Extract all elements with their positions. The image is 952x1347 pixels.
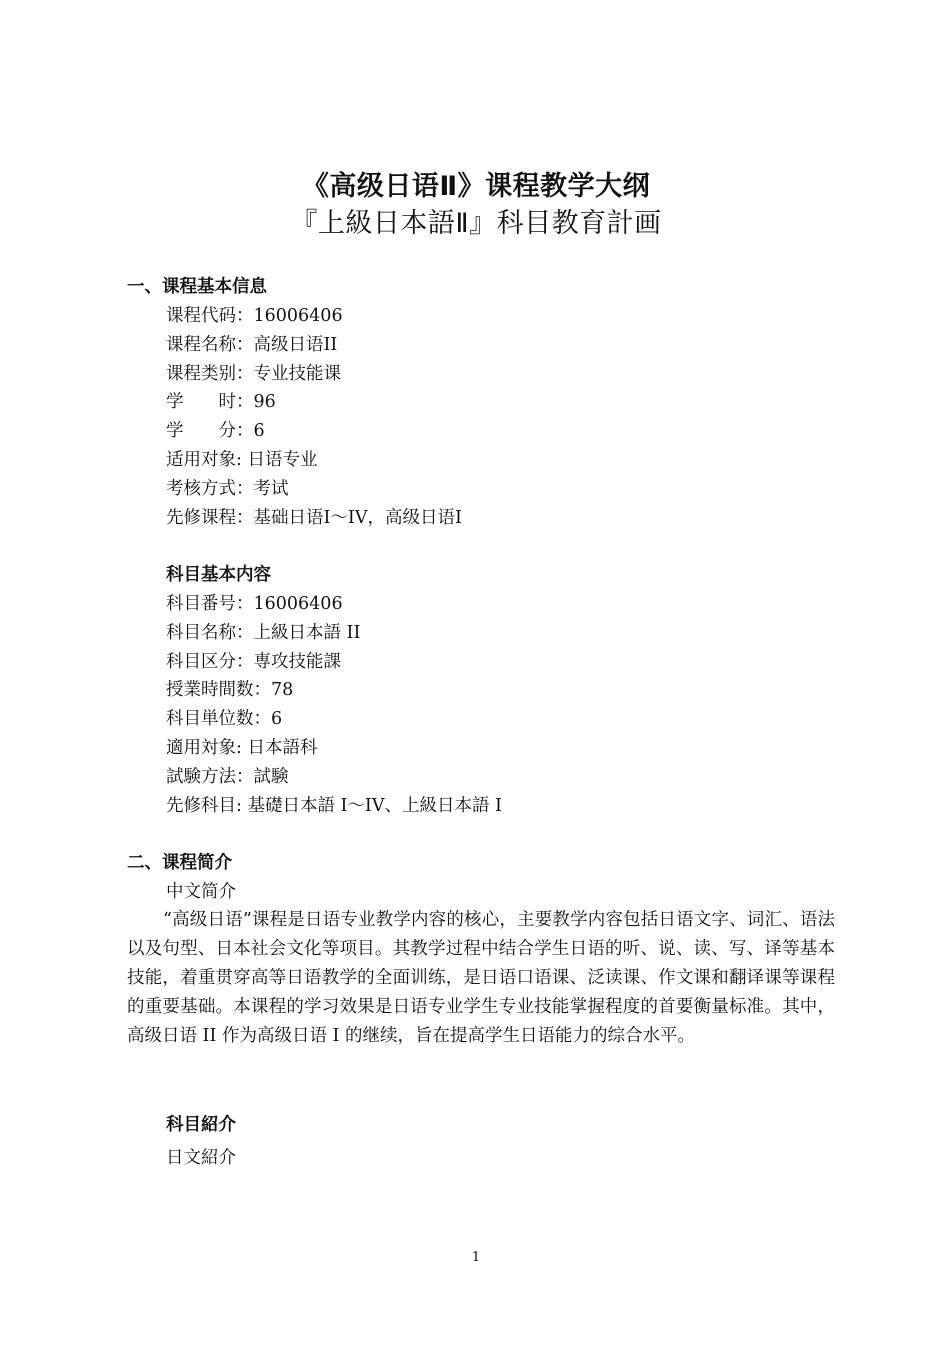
section-heading-introduction: 二、课程简介 — [127, 853, 232, 873]
jp-info-prerequisites: 先修科目: 基礎日本語 I～IV、上級日本語 I — [166, 796, 502, 816]
subheading-jp-intro: 科目紹介 — [166, 1115, 236, 1135]
section-heading-basic-info: 一、课程基本信息 — [127, 277, 267, 297]
jp-info-course-code: 科目番号：16006406 — [166, 594, 343, 614]
jp-info-hours: 授業時間数：78 — [166, 680, 294, 700]
jp-intro-label: 日文紹介 — [166, 1148, 236, 1168]
jp-info-course-name: 科目名称：上級日本語 II — [166, 623, 361, 643]
jp-info-target: 適用対象: 日本語科 — [166, 738, 318, 758]
document-title-chinese: 《高级日语Ⅱ》课程教学大纲 — [301, 171, 651, 202]
jp-info-assessment: 試験方法：試験 — [166, 767, 289, 787]
jp-info-credits: 科目単位数：6 — [166, 709, 283, 729]
subheading-jp-basic-content: 科目基本内容 — [166, 565, 271, 585]
chinese-intro-paragraph: “高级日语”课程是日语专业教学内容的核心，主要教学内容包括日语文字、词汇、语法以及句型、日本社会文化等项目。其教学过程中结合学生日语的听、说、读、写、译等基本技能，着重贯穿高等日语教学的全面训练，是日语口语课、泛读课、作文课和翻译课等课程的重要基础。本课程的学习效果是日语专业学生专业技能掌握程度的首要衡量标准。其中，高级日语 II 作为高级日语 I 的继续，旨在提高学生日语能力的综合水平。 — [127, 910, 835, 1046]
info-course-name: 课程名称：高级日语II — [166, 335, 338, 355]
subheading-chinese-intro: 中文简介 — [166, 882, 236, 902]
info-course-code: 课程代码：16006406 — [166, 306, 343, 326]
info-hours: 学 时：96 — [166, 392, 276, 412]
info-course-category: 课程类别：专业技能课 — [166, 364, 341, 384]
page-number: 1 — [471, 1250, 481, 1265]
jp-info-course-category: 科目区分：専攻技能課 — [166, 652, 341, 672]
info-credits: 学 分：6 — [166, 421, 265, 441]
document-title-japanese: 『上級日本語Ⅱ』科目教育計画 — [290, 208, 662, 239]
info-target: 适用对象: 日语专业 — [166, 450, 318, 470]
info-assessment: 考核方式：考试 — [166, 479, 289, 499]
info-prerequisites: 先修课程：基础日语I～IV，高级日语I — [166, 508, 462, 528]
